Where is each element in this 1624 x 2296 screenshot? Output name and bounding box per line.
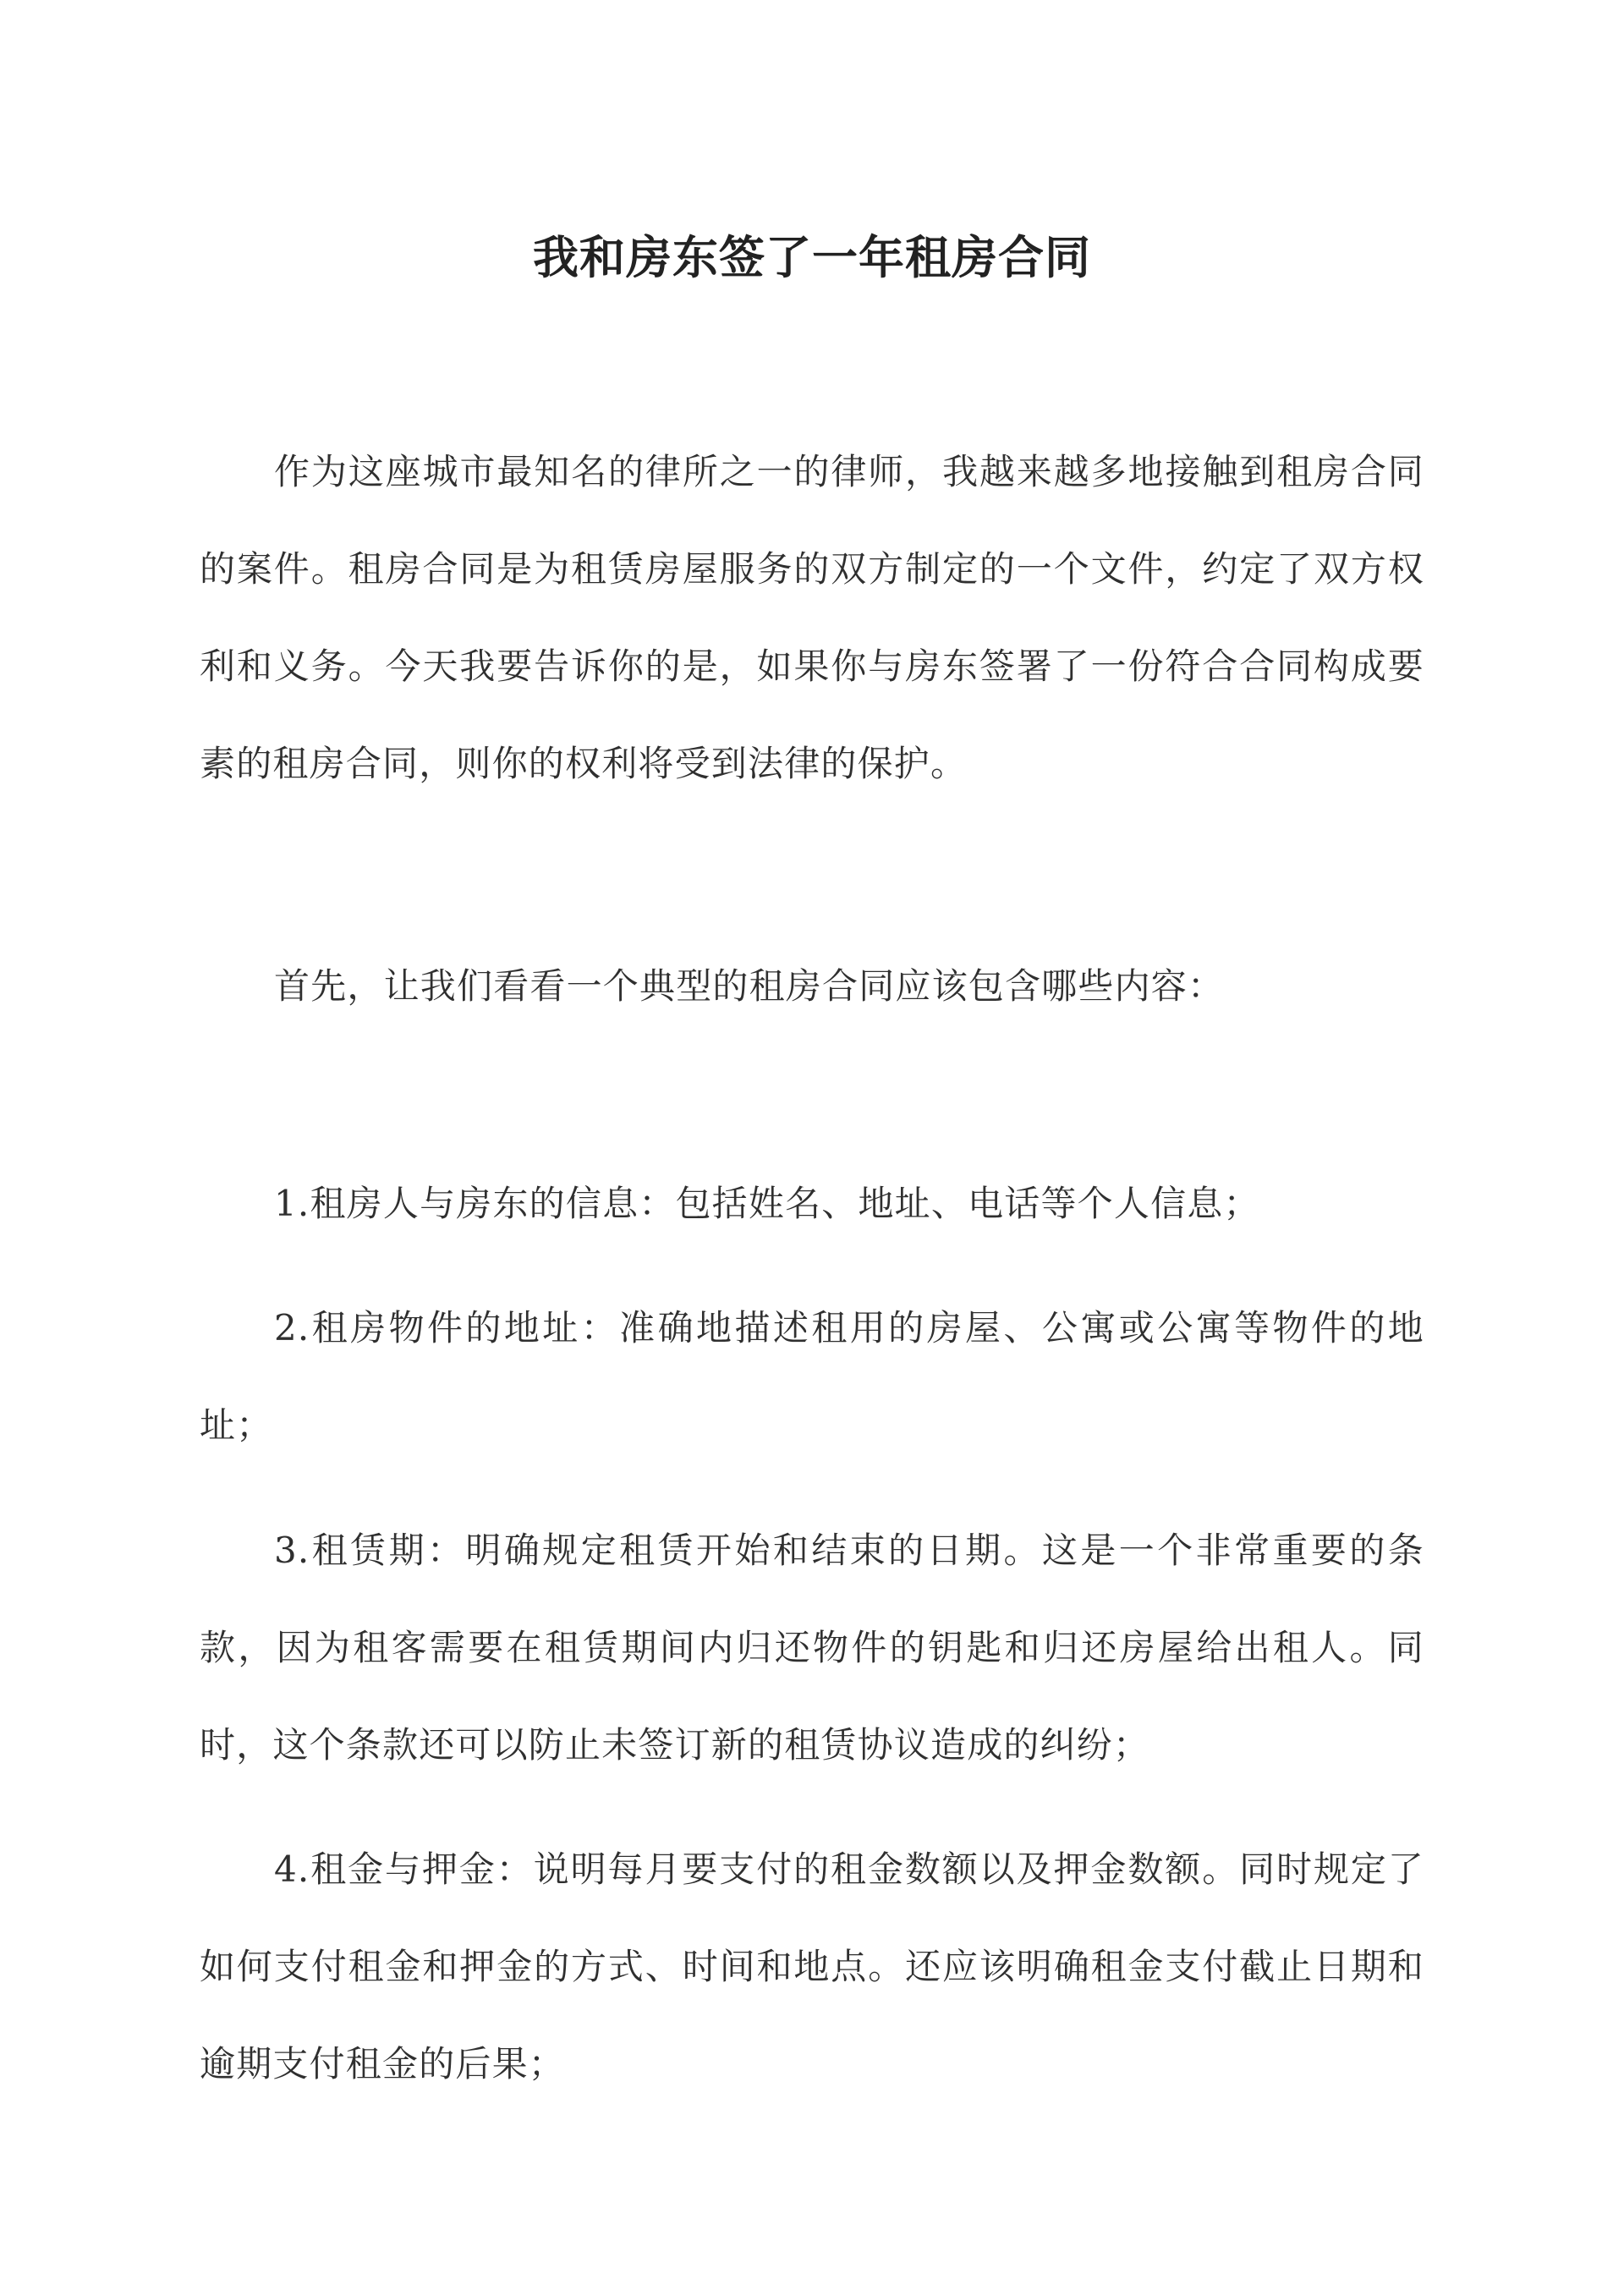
paragraph-contents-heading: 首先，让我们看看一个典型的租房合同应该包含哪些内容： [274,965,1225,1007]
document-title: 我和房东签了一年租房合同 [533,230,1091,285]
paragraph-intro: 作为这座城市最知名的律所之一的律师，我越来越多地接触到租房合同的案件。租房合同是为租赁房屋服务的双方制定的一个文件，约定了双方权利和义务。今天我要告诉你的是，如果你与房东签署了一份符合合同构成要素的租房合同，则你的权利将受到法律的保护。 [200,451,1424,784]
list-item-rent-deposit: 4.租金与押金：说明每月要支付的租金数额以及押金数额。同时规定了如何支付租金和押金的方式、时间和地点。还应该明确租金支付截止日期和逾期支付租金的后果； [200,1848,1424,2085]
list-item-property-address: 2.租房物件的地址：准确地描述租用的房屋、公寓或公寓等物件的地址； [200,1307,1424,1446]
list-item-party-info: 1.租房人与房东的信息：包括姓名、地址、电话等个人信息； [274,1183,1260,1224]
list-item-lease-term: 3.租赁期：明确规定租赁开始和结束的日期。这是一个非常重要的条款，因为租客需要在租赁期间内归还物件的钥匙和归还房屋给出租人。同时，这个条款还可以防止未签订新的租赁协议造成的纠纷； [200,1530,1424,1766]
